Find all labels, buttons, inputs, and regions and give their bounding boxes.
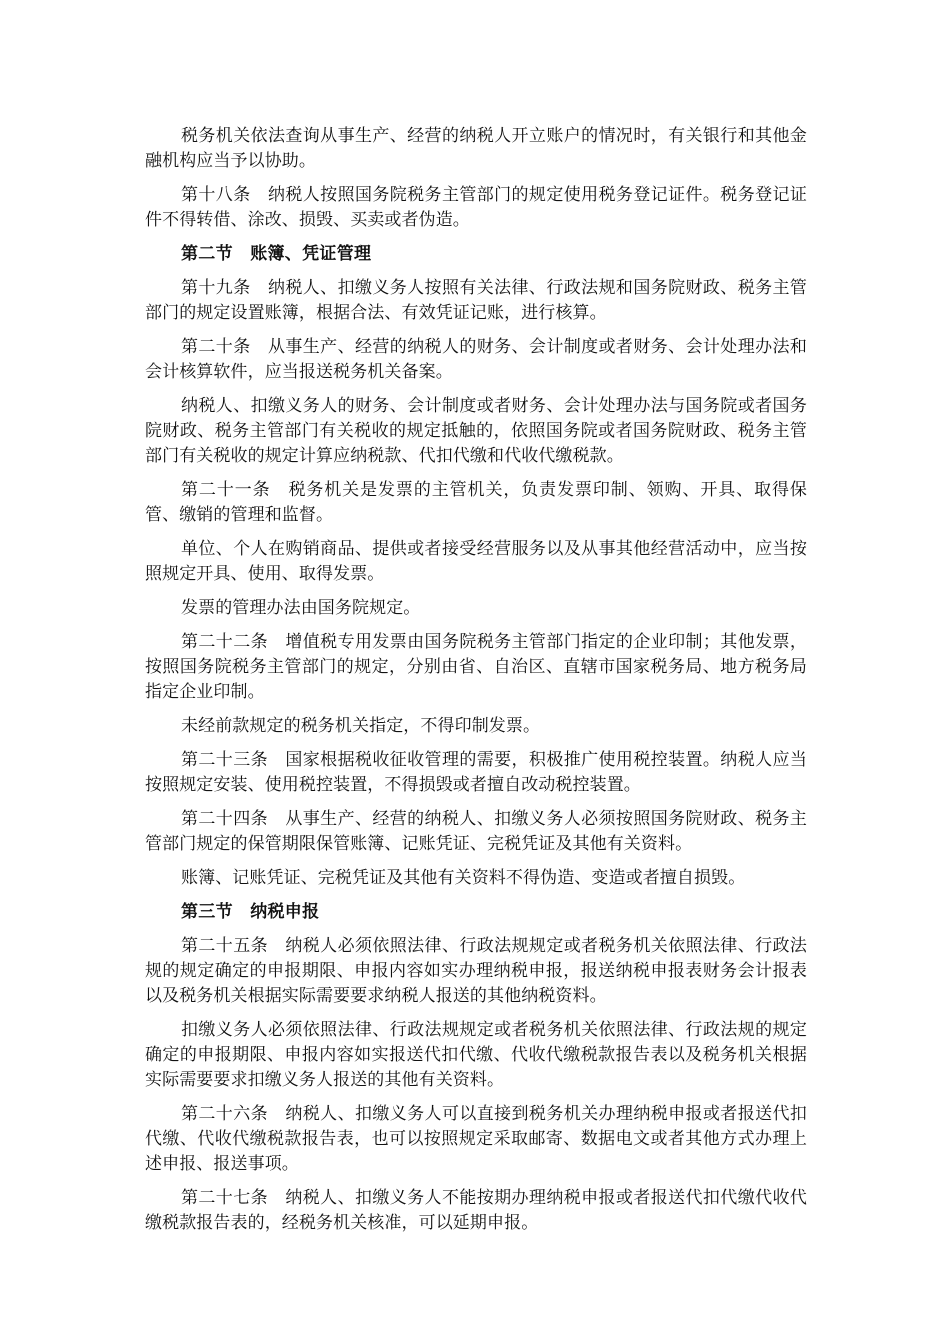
article-27: 第二十七条 纳税人、扣缴义务人不能按期办理纳税申报或者报送代扣代缴代收代缴税款报告表的，经税务机关核准，可以延期申报。 bbox=[145, 1188, 807, 1233]
article-25-clause-2: 扣缴义务人必须依照法律、行政法规规定或者税务机关依照法律、行政法规的规定确定的申报期限、申报内容如实报送代扣代缴、代收代缴税款报告表以及税务机关根据实际需要要求扣缴义务人报送的其他有关资料。 bbox=[145, 1020, 807, 1090]
article-20-clause-2: 纳税人、扣缴义务人的财务、会计制度或者财务、会计处理办法与国务院或者国务院财政、税务主管部门有关税收的规定抵触的，依照国务院或者国务院财政、税务主管部门有关税收的规定计算应纳税款、代扣代缴和代收代缴税款。 bbox=[145, 396, 807, 466]
section-heading-2: 第二节 账簿、凭证管理 bbox=[181, 244, 372, 264]
article-18: 第十八条 纳税人按照国务院税务主管部门的规定使用税务登记证件。税务登记证件不得转借、涂改、损毁、买卖或者伪造。 bbox=[145, 185, 807, 230]
paragraph-bank-assistance: 税务机关依法查询从事生产、经营的纳税人开立账户的情况时，有关银行和其他金融机构应当予以协助。 bbox=[145, 126, 807, 171]
article-25: 第二十五条 纳税人必须依照法律、行政法规规定或者税务机关依照法律、行政法规的规定确定的申报期限、申报内容如实办理纳税申报，报送纳税申报表财务会计报表以及税务机关根据实际需要要求纳税人报送的其他纳税资料。 bbox=[145, 936, 807, 1006]
article-21-clause-2: 单位、个人在购销商品、提供或者接受经营服务以及从事其他经营活动中，应当按照规定开具、使用、取得发票。 bbox=[145, 539, 807, 584]
article-22: 第二十二条 增值税专用发票由国务院税务主管部门指定的企业印制；其他发票，按照国务院税务主管部门的规定，分别由省、自治区、直辖市国家税务局、地方税务局指定企业印制。 bbox=[145, 632, 807, 702]
section-heading-3: 第三节 纳税申报 bbox=[181, 902, 320, 922]
article-19: 第十九条 纳税人、扣缴义务人按照有关法律、行政法规和国务院财政、税务主管部门的规定设置账簿，根据合法、有效凭证记账，进行核算。 bbox=[145, 278, 807, 323]
article-21: 第二十一条 税务机关是发票的主管机关，负责发票印制、领购、开具、取得保管、缴销的管理和监督。 bbox=[145, 480, 807, 525]
article-24-clause-2: 账簿、记账凭证、完税凭证及其他有关资料不得伪造、变造或者擅自损毁。 bbox=[181, 868, 746, 888]
document-page bbox=[145, 124, 807, 1245]
article-26: 第二十六条 纳税人、扣缴义务人可以直接到税务机关办理纳税申报或者报送代扣代缴、代收代缴税款报告表，也可以按照规定采取邮寄、数据电文或者其他方式办理上述申报、报送事项。 bbox=[145, 1104, 807, 1174]
article-24: 第二十四条 从事生产、经营的纳税人、扣缴义务人必须按照国务院财政、税务主管部门规定的保管期限保管账簿、记账凭证、完税凭证及其他有关资料。 bbox=[145, 809, 807, 854]
article-23: 第二十三条 国家根据税收征收管理的需要，积极推广使用税控装置。纳税人应当按照规定安装、使用税控装置，不得损毁或者擅自改动税控装置。 bbox=[145, 750, 807, 795]
article-20: 第二十条 从事生产、经营的纳税人的财务、会计制度或者财务、会计处理办法和会计核算软件，应当报送税务机关备案。 bbox=[145, 337, 807, 382]
article-22-clause-2: 未经前款规定的税务机关指定，不得印制发票。 bbox=[181, 716, 541, 736]
article-21-clause-3: 发票的管理办法由国务院规定。 bbox=[181, 598, 421, 618]
